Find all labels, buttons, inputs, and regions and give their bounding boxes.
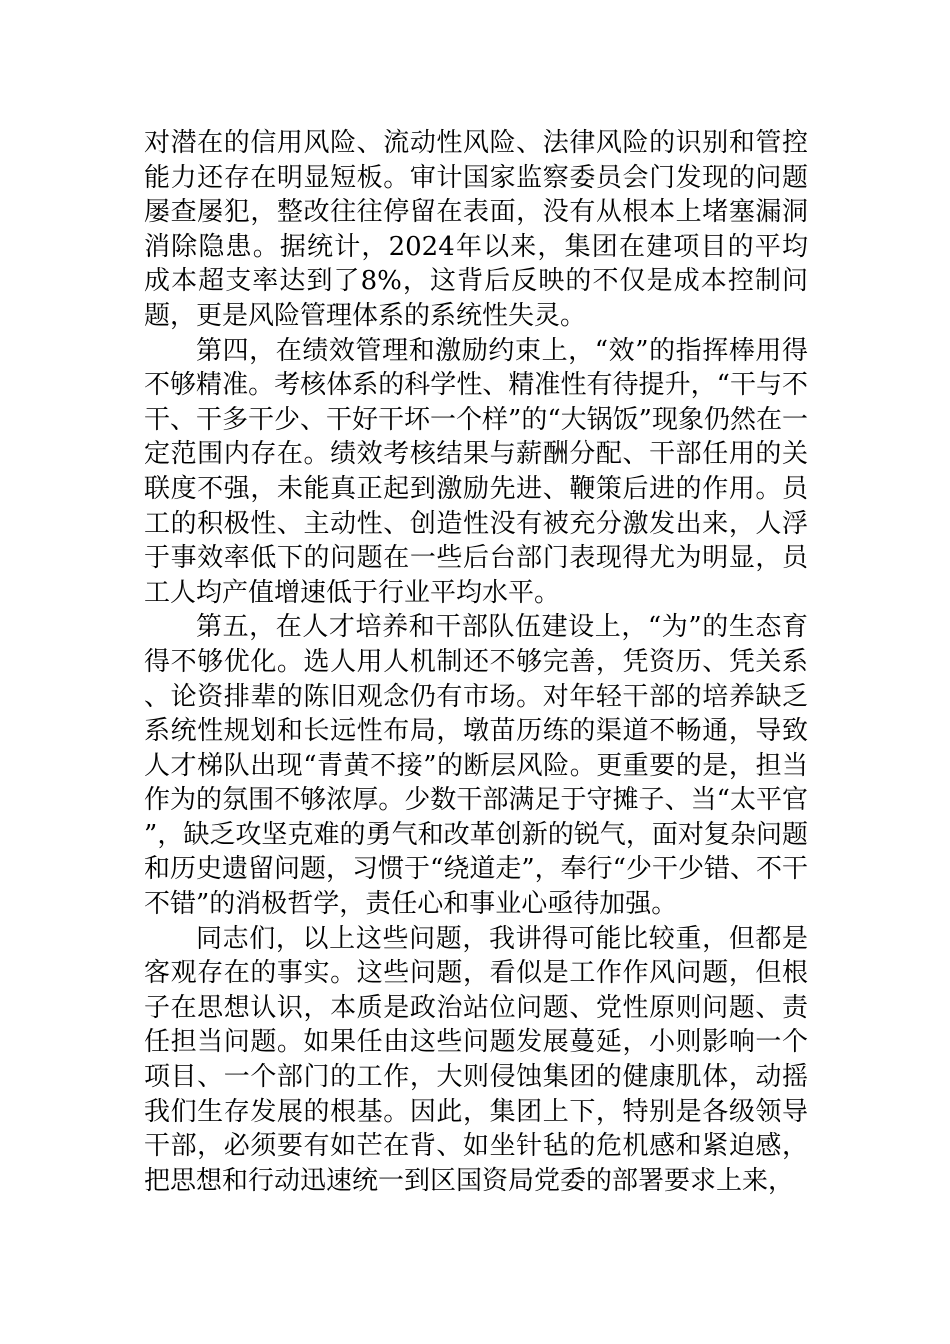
paragraph-comrades-summary: 同志们，以上这些问题，我讲得可能比较重，但都是客观存在的事实。这些问题，看似是工作作风问题，但根子在思想认识，本质是政治站位问题、党性原则问题、责任担当问题。如果任由这些问题发展蔓延，小则影响一个项目、一个部门的工作，大则侵蚀集团的健康肌体，动摇我们生存发展的根基。因此，集团上下，特别是各级领导干部，必须要有如芒在背、如坐针毡的危机感和紧迫感，把思想和行动迅速统一到区国资局党委的部署要求上来， <box>144 923 808 1196</box>
paragraph-risk-continuation: 对潜在的信用风险、流动性风险、法律风险的识别和管控能力还存在明显短板。审计国家监察委员会门发现的问题屡查屡犯，整改往往停留在表面，没有从根本上堵塞漏洞消除隐患。据统计，2024年以来，集团在建项目的平均成本超支率达到了8%，这背后反映的不仅是成本控制问题，更是风险管理体系的系统性失灵。 <box>144 128 808 331</box>
paragraph-fourth-performance: 第四，在绩效管理和激励约束上，“效”的指挥棒用得不够精准。考核体系的科学性、精准性有待提升，“干与不干、干多干少、干好干坏一个样”的“大锅饭”现象仍然在一定范围内存在。绩效考核结果与薪酬分配、干部任用的关联度不强，未能真正起到激励先进、鞭策后进的作用。员工的积极性、主动性、创造性没有被充分激发出来，人浮于事效率低下的问题在一些后台部门表现得尤为明显，员工人均产值增速低于行业平均水平。 <box>144 335 808 608</box>
document-body <box>144 126 808 1198</box>
paragraph-fifth-talent: 第五，在人才培养和干部队伍建设上，“为”的生态育得不够优化。选人用人机制还不够完善，凭资历、凭关系、论资排辈的陈旧观念仍有市场。对年轻干部的培养缺乏系统性规划和长远性布局，墩苗历练的渠道不畅通，导致人才梯队出现“青黄不接”的断层风险。更重要的是，担当作为的氛围不够浓厚。少数干部满足于守摊子、当“太平官”，缺乏攻坚克难的勇气和改革创新的锐气，面对复杂问题和历史遗留问题，习惯于“绕道走”，奉行“少干少错、不干不错”的消极哲学，责任心和事业心亟待加强。 <box>144 612 808 920</box>
